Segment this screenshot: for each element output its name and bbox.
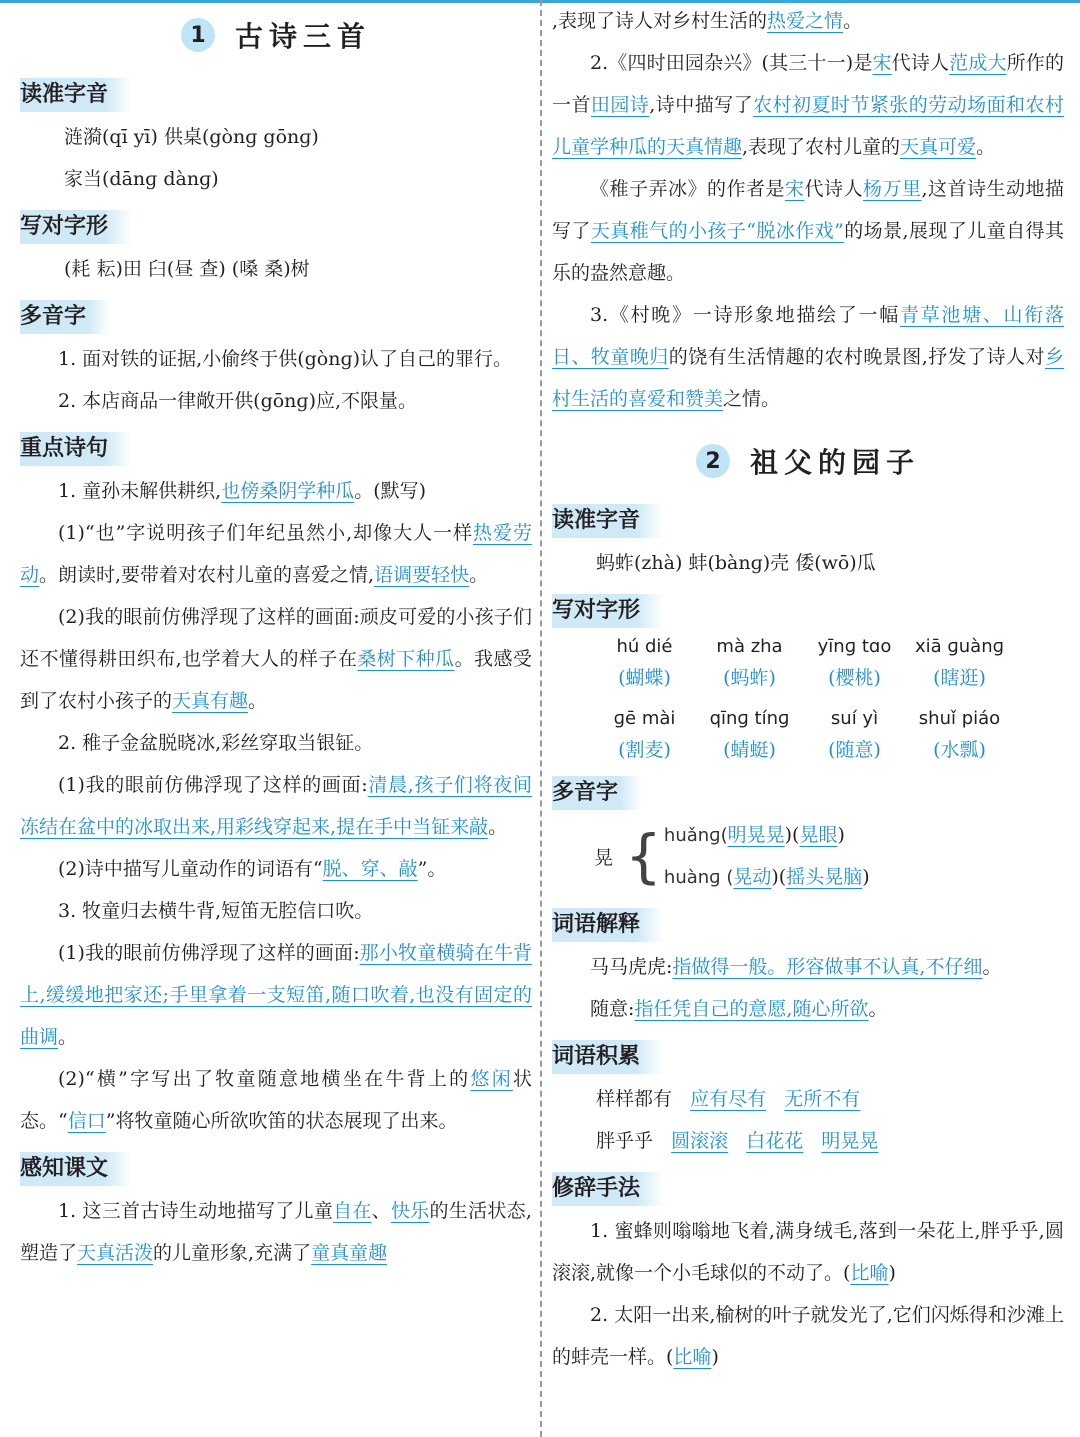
polyphone-group — [594, 814, 1064, 898]
key-line-1: 1. 童孙未解供耕织,也傍桑阴学种瓜。(默写) — [58, 480, 427, 502]
polyphone-reading: huǎnɡ(明晃晃)(晃眼) — [663, 824, 845, 846]
key-line-2-q2: (2)诗中描写儿童动作的词语有“脱、穿、敲”。 — [58, 858, 447, 880]
polyphone-char: 晃 — [594, 846, 614, 869]
write-line: (耗 耘)田 臼(昼 查) (嗓 桑)树 — [64, 258, 310, 280]
rhetoric-item: 1. 蜜蜂则嗡嗡地飞着,满身绒毛,落到一朵花上,胖乎乎,圆滚滚,就像一个小毛球似的不动了。(比喻) — [552, 1220, 1064, 1284]
section-heading-read: 读准字音 — [20, 78, 132, 112]
read-line: 家当(dānɡ dànɡ) — [64, 168, 219, 190]
key-line-3-q2: (2)“横”字写出了牧童随意地横坐在牛背上的悠闲状态。“信口”将牧童随心所欲吹笛的状态展现了出来。 — [20, 1068, 532, 1132]
perceive-paragraph-2: 2.《四时田园杂兴》(其三十一)是宋代诗人范成大所作的一首田园诗,诗中描写了农村初夏时节紧张的劳动场面和农村儿童学种瓜的天真情趣,表现了农村儿童的天真可爱。 — [552, 52, 1064, 158]
key-line-3: 3. 牧童归去横牛背,短笛无腔信口吹。 — [58, 900, 374, 922]
word-cell: shuǐ piáo (水瓢) — [918, 708, 1001, 761]
section-heading-polyphone: 多音字 — [552, 776, 642, 810]
section-heading-write: 写对字形 — [20, 210, 132, 244]
word-cell: qīnɡ tínɡ (蜻蜓) — [709, 708, 790, 761]
accumulate-row: 样样都有 应有尽有 无所不有 — [596, 1088, 861, 1110]
perceive-paragraph-3: 《稚子弄冰》的作者是宋代诗人杨万里,这首诗生动地描写了天真稚气的小孩子“脱冰作戏”的场景,展现了儿童自得其乐的盎然意趣。 — [552, 178, 1064, 284]
polyphone-example: 2. 本店商品一律敞开供(gōnɡ)应,不限量。 — [58, 390, 418, 412]
perceive-paragraph-4: 3.《村晚》一诗形象地描绘了一幅青草池塘、山衔落日、牧童晚归的饶有生活情趣的农村晚景图,抒发了诗人对乡村生活的喜爱和赞美之情。 — [552, 304, 1064, 410]
section-heading-read: 读准字音 — [552, 504, 664, 538]
lesson-number-badge: 2 — [696, 444, 730, 478]
section-heading-write: 写对字形 — [552, 594, 664, 628]
word-cell: suí yì (随意) — [828, 708, 881, 761]
word-cell: ɡē mài (割麦) — [613, 708, 676, 761]
explain-item: 马马虎虎:指做得一般。形容做事不认真,不仔细。 — [590, 956, 1002, 978]
left-column — [20, 0, 532, 1274]
rhetoric-item: 2. 太阳一出来,榆树的叶子就发光了,它们闪烁得和沙滩上的蚌壳一样。(比喻) — [552, 1304, 1064, 1368]
accumulate-row: 胖乎乎 圆滚滚 白花花 明晃晃 — [596, 1130, 879, 1152]
perceive-paragraph-1: 1. 这三首古诗生动地描写了儿童自在、快乐的生活状态,塑造了天真活泼的儿童形象,充满了童真童趣 — [20, 1200, 532, 1264]
section-heading-polyphone: 多音字 — [20, 300, 110, 334]
polyphone-example: 1. 面对铁的证据,小偷终于供(gònɡ)认了自己的罪行。 — [58, 348, 513, 370]
perceive-paragraph-1-cont: ,表现了诗人对乡村生活的热爱之情。 — [552, 10, 863, 32]
lesson-1-title — [20, 6, 532, 64]
section-heading-rhetoric: 修辞手法 — [552, 1172, 664, 1206]
key-line-2-q1: (1)我的眼前仿佛浮现了这样的画面:清晨,孩子们将夜间冻结在盆中的冰取出来,用彩线穿起来,提在手中当钲来敲。 — [20, 774, 532, 838]
key-line-1-q1: (1)“也”字说明孩子们年纪虽然小,却像大人一样热爱劳动。朗读时,要带着对农村儿童的喜爱之情,语调要轻快。 — [20, 522, 532, 586]
polyphone-reading: huànɡ (晃动)(摇头晃脑) — [663, 866, 870, 888]
word-cell: hú dié (蝴蝶) — [616, 636, 673, 689]
word-cell: mà zha (蚂蚱) — [716, 636, 783, 689]
explain-item: 随意:指任凭自己的意愿,随心所欲。 — [590, 998, 888, 1020]
section-heading-explain: 词语解释 — [552, 908, 664, 942]
column-divider — [540, 0, 542, 1437]
key-line-2: 2. 稚子金盆脱晓冰,彩丝穿取当银钲。 — [58, 732, 374, 754]
key-line-3-q1: (1)我的眼前仿佛浮现了这样的画面:那小牧童横骑在牛背上,缓缓地把家还;手里拿着一支短笛,随口吹着,也没有固定的曲调。 — [20, 942, 532, 1048]
read-line: 蚂蚱(zhà) 蚌(bànɡ)壳 倭(wō)瓜 — [596, 552, 876, 574]
word-cell: yīnɡ tɑo (樱桃) — [817, 636, 892, 689]
word-cell: xiā ɡuànɡ (瞎逛) — [914, 636, 1005, 689]
read-line: 涟漪(qī yī) 供桌(gònɡ gōnɡ) — [64, 126, 319, 148]
lesson-number-badge: 1 — [181, 18, 215, 52]
lesson-name: 古诗三首 — [234, 20, 371, 53]
section-heading-perceive: 感知课文 — [20, 1152, 132, 1186]
brace-icon: { — [625, 822, 662, 890]
right-column — [552, 0, 1064, 1378]
lesson-name: 祖父的园子 — [749, 446, 920, 479]
section-heading-key-lines: 重点诗句 — [20, 432, 132, 466]
write-word-grid — [592, 632, 1012, 766]
lesson-2-title — [552, 432, 1064, 490]
section-heading-accumulate: 词语积累 — [552, 1040, 664, 1074]
key-line-1-q2: (2)我的眼前仿佛浮现了这样的画面:顽皮可爱的小孩子们还不懂得耕田织布,也学着大人的样子在桑树下种瓜。我感受到了农村小孩子的天真有趣。 — [20, 606, 532, 712]
